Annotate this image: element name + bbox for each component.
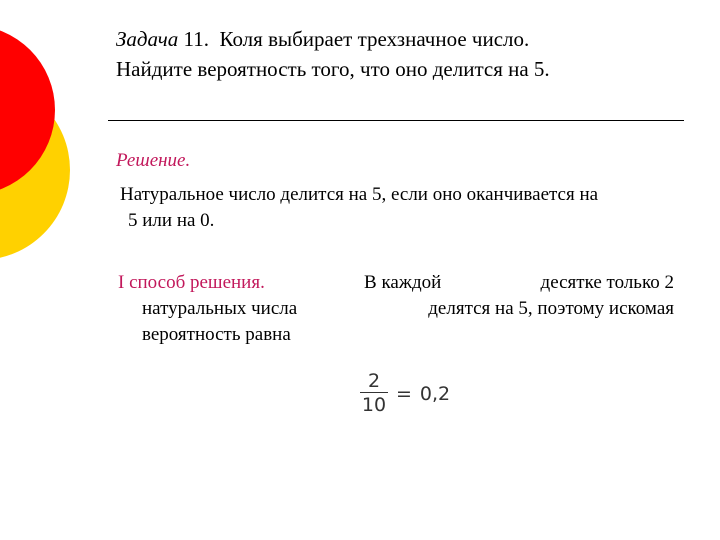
method-row2-text-a: натуральных числа (142, 298, 298, 319)
decorative-circles (0, 0, 120, 300)
method-paragraph (118, 270, 674, 348)
fraction-numerator: 2 (367, 370, 381, 392)
task-label: Задача (116, 27, 179, 51)
solution-text-line-2: 5 или на 0. (128, 210, 215, 231)
method-row1-text-a: В каждой (364, 272, 442, 293)
formula-result: 0,2 (419, 382, 451, 405)
task-number: 11. (183, 27, 209, 51)
method-row-3: вероятность равна (142, 324, 291, 345)
fraction (360, 370, 388, 417)
task-line-2: Найдите вероятность того, что оно делится на 5. (116, 57, 550, 81)
task-line-1: Коля выбирает трехзначное число. (219, 27, 530, 51)
fraction-denominator: 10 (361, 394, 387, 416)
method-row-1 (118, 270, 674, 296)
method-row-2 (118, 296, 674, 322)
method-row1-text-b: десятке только 2 (540, 272, 674, 293)
task-title (116, 24, 696, 84)
solution-text (120, 182, 680, 234)
solution-label: Решение. (116, 150, 191, 171)
solution-text-line-1: Натуральное число делится на 5, если оно оканчивается на (120, 184, 599, 205)
equals-sign: = (396, 382, 412, 405)
probability-formula (360, 370, 450, 417)
method-label: I способ решения. (118, 272, 265, 293)
method-row2-text-b: делятся на 5, поэтому искомая (428, 298, 674, 319)
divider-line (108, 120, 684, 121)
